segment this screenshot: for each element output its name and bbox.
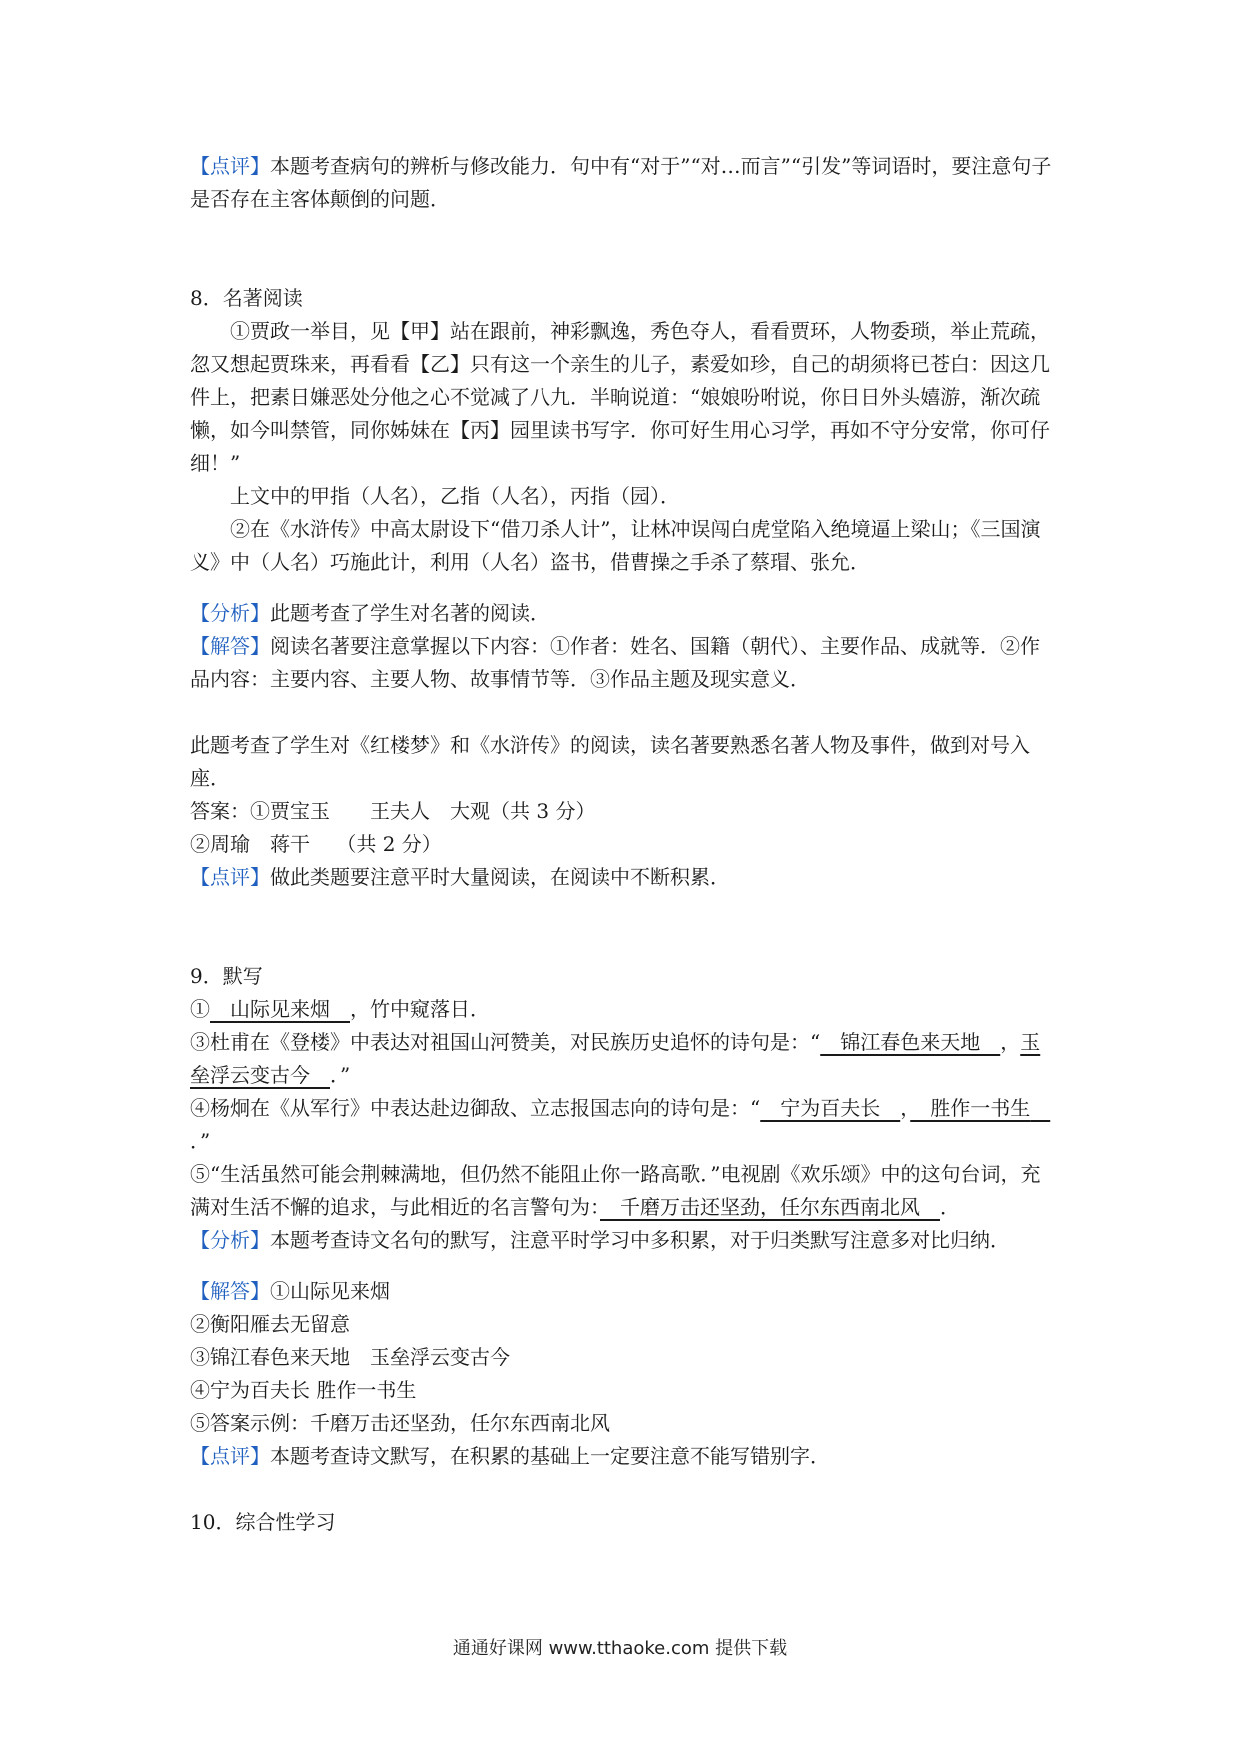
answer-item: ③锦江春色来天地 玉垒浮云变古今 [190, 1345, 510, 1369]
line-text: ． [940, 1195, 960, 1219]
q8-summary: 此题考查了学生对《红楼梦》和《水浒传》的阅读，读名著要熟悉名著人物及事件，做到对号入座． [190, 733, 1030, 790]
answer-item: ④宁为百夫长 胜作一书生 [190, 1378, 417, 1402]
q9-analysis [190, 1224, 1058, 1257]
line-text: ⑤“生活虽然可能会荆棘满地，但仍然不能阻止你一路高歌．”电视剧《欢乐颂》中的这句台词，充满对生活不懈的追求，与此相近的名言警句为： [190, 1162, 1041, 1219]
q9-review [190, 1440, 1058, 1473]
line-text: ， [1000, 1030, 1021, 1054]
line-text: ① [190, 997, 210, 1021]
q8-key-1: 答案：①贾宝玉 王夫人 大观（共 3 分） [190, 799, 596, 823]
review-tag: 【点评】 [190, 1444, 270, 1468]
analysis-tag: 【分析】 [190, 601, 270, 625]
answer-item: ②衡阳雁去无留意 [190, 1312, 350, 1336]
analysis-tag: 【分析】 [190, 1228, 270, 1252]
answer-item: ①山际见来烟 [270, 1279, 390, 1303]
q8-answer [190, 630, 1058, 696]
question-9-title: 9．默写 [190, 964, 263, 988]
answer-tag: 【解答】 [190, 1279, 270, 1303]
line-text: ③杜甫在《登楼》中表达对祖国山河赞美，对民族历史追怀的诗句是：“ [190, 1030, 821, 1054]
question-10-title: 10．综合性学习 [190, 1510, 336, 1534]
q8-question-1: 上文中的甲指（人名），乙指（人名），丙指（园）． [230, 484, 680, 508]
question-8-title: 8．名著阅读 [190, 286, 303, 310]
review-paragraph [190, 150, 1058, 216]
q8-analysis [190, 597, 1058, 630]
review-text: 本题考查诗文默写，在积累的基础上一定要注意不能写错别字． [270, 1444, 830, 1468]
answer-blank: 玉垒浮云变古今 [190, 1030, 1041, 1087]
analysis-text: 本题考查诗文名句的默写，注意平时学习中多积累，对于归类默写注意多对比归纳． [270, 1228, 1010, 1252]
q9-line-5 [190, 1158, 1058, 1224]
answer-item: ⑤答案示例：千磨万击还坚劲，任尔东西南北风 [190, 1411, 610, 1435]
q9-line-1 [190, 993, 1058, 1026]
answer-blank: 山际见来烟 [210, 997, 350, 1021]
q9-line-4 [190, 1092, 1058, 1158]
answer-tag: 【解答】 [190, 634, 270, 658]
line-text: ．” [330, 1063, 351, 1087]
q8-passage: ①贾政一举目，见【甲】站在跟前，神彩飘逸，秀色夺人，看看贾环，人物委琐，举止荒疏，忽又想起贾珠来，再看看【乙】只有这一个亲生的儿子，素爱如珍，自己的胡须将已苍白：因这几件上，把素日嫌恶处分他之心不觉减了八九．半晌说道：“娘娘吩咐说，你日日外头嬉游，渐次疏懒，如今叫禁管，同你姊妹在【丙】园里读书写字．你可好生用心习学，再如不守分安常，你可仔细！” [190, 319, 1050, 475]
review-tag: 【点评】 [190, 865, 270, 889]
analysis-text: 此题考查了学生对名著的阅读． [270, 601, 550, 625]
review-text: 做此类题要注意平时大量阅读，在阅读中不断积累． [270, 865, 730, 889]
line-text: ．” [190, 1129, 211, 1153]
review-tag: 【点评】 [190, 154, 270, 178]
answer-text: 阅读名著要注意掌握以下内容：①作者：姓名、国籍（朝代）、主要作品、成就等．②作品内容：主要内容、主要人物、故事情节等．③作品主题及现实意义． [190, 634, 1040, 691]
answer-blank: 锦江春色来天地 [820, 1030, 1001, 1054]
q9-line-3 [190, 1026, 1058, 1092]
line-text: ，竹中窥落日． [350, 997, 490, 1021]
line-text: ， [900, 1096, 911, 1120]
answer-blank: 胜作一书生 [910, 1096, 1051, 1120]
q8-key-2: ②周瑜 蒋干 （共 2 分） [190, 832, 442, 856]
q9-answer [190, 1275, 1058, 1308]
q8-review [190, 861, 1058, 894]
answer-blank: 宁为百夫长 [760, 1096, 901, 1120]
review-text: 本题考查病句的辨析与修改能力．句中有“对于”“对…而言”“引发”等词语时，要注意句子是否存在主客体颠倒的问题． [190, 154, 1052, 211]
page-footer: 通通好课网 www.tthaoke.com 提供下载 [452, 1638, 788, 1659]
q8-question-2: ②在《水浒传》中高太尉设下“借刀杀人计”，让林冲误闯白虎堂陷入绝境逼上梁山；《三国演义》中（人名）巧施此计，利用（人名）盗书，借曹操之手杀了蔡瑁、张允． [190, 517, 1041, 574]
document-body [190, 150, 1058, 1539]
line-text: ④杨炯在《从军行》中表达赴边御敌、立志报国志向的诗句是：“ [190, 1096, 761, 1120]
answer-blank: 千磨万击还坚劲，任尔东西南北风 [600, 1195, 940, 1219]
